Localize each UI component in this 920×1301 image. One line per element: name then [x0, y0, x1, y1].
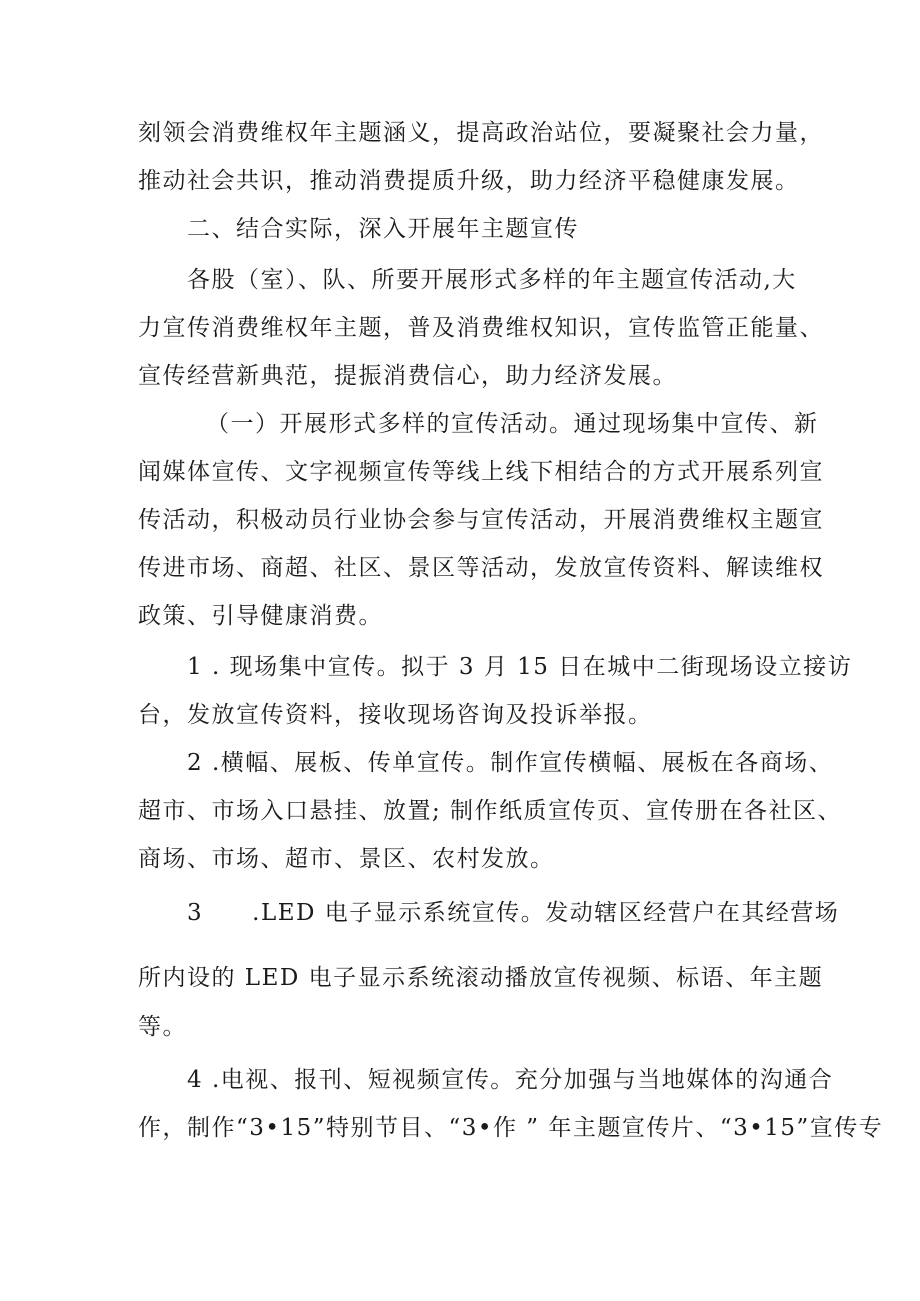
text-line: 推动社会共识，推动消费提质升级，助力经济平稳健康发展。	[138, 168, 800, 194]
text-line: 传进市场、商超、社区、景区等活动，发放宣传资料、解读维权	[138, 555, 824, 581]
text-line: 政策、引导健康消费。	[138, 603, 383, 629]
text-line: 超市、市场入口悬挂、放置; 制作纸质宣传页、宣传册在各社区、	[138, 798, 843, 824]
text-line: 作，制作“3•15”特别节目、“3•作 ” 年主题宣传片、“3•15”宣传专	[138, 1115, 884, 1141]
text-line: 所内设的 LED 电子显示系统滚动播放宣传视频、标语、年主题	[138, 965, 824, 991]
text-line: 闻媒体宣传、文字视频宣传等线上线下相结合的方式开展系列宣	[138, 459, 824, 485]
section-heading: 二、结合实际，深入开展年主题宣传	[187, 216, 579, 242]
text-line: 各股（室）、队、所要开展形式多样的年主题宣传活动,大	[187, 267, 797, 293]
text-line: 刻领会消费维权年主题涵义，提高政治站位，要凝聚社会力量，	[138, 120, 824, 146]
list-item: 1 . 现场集中宣传。拟于 3 月 15 日在城中二街现场设立接访	[187, 654, 853, 680]
text-line: 商场、市场、超市、景区、农村发放。	[138, 846, 555, 872]
list-item: 3 .LED 电子显示系统宣传。发动辖区经营户在其经营场	[187, 900, 840, 926]
text-line: 等。	[138, 1014, 187, 1040]
text-line: 宣传经营新典范，提振消费信心，助力经济发展。	[138, 363, 677, 389]
list-item: 4 .电视、报刊、短视频宣传。充分加强与当地媒体的沟通合	[187, 1067, 834, 1093]
text-line: 力宣传消费维权年主题，普及消费维权知识，宣传监管正能量、	[138, 315, 824, 341]
list-item: 2 .横幅、展板、传单宣传。制作宣传横幅、展板在各商场、	[187, 750, 834, 776]
text-line: 传活动，积极动员行业协会参与宣传活动，开展消费维权主题宣	[138, 507, 824, 533]
text-line: 台，发放宣传资料，接收现场咨询及投诉举报。	[138, 702, 653, 728]
subsection-heading: （一）开展形式多样的宣传活动。通过现场集中宣传、新	[206, 411, 819, 437]
